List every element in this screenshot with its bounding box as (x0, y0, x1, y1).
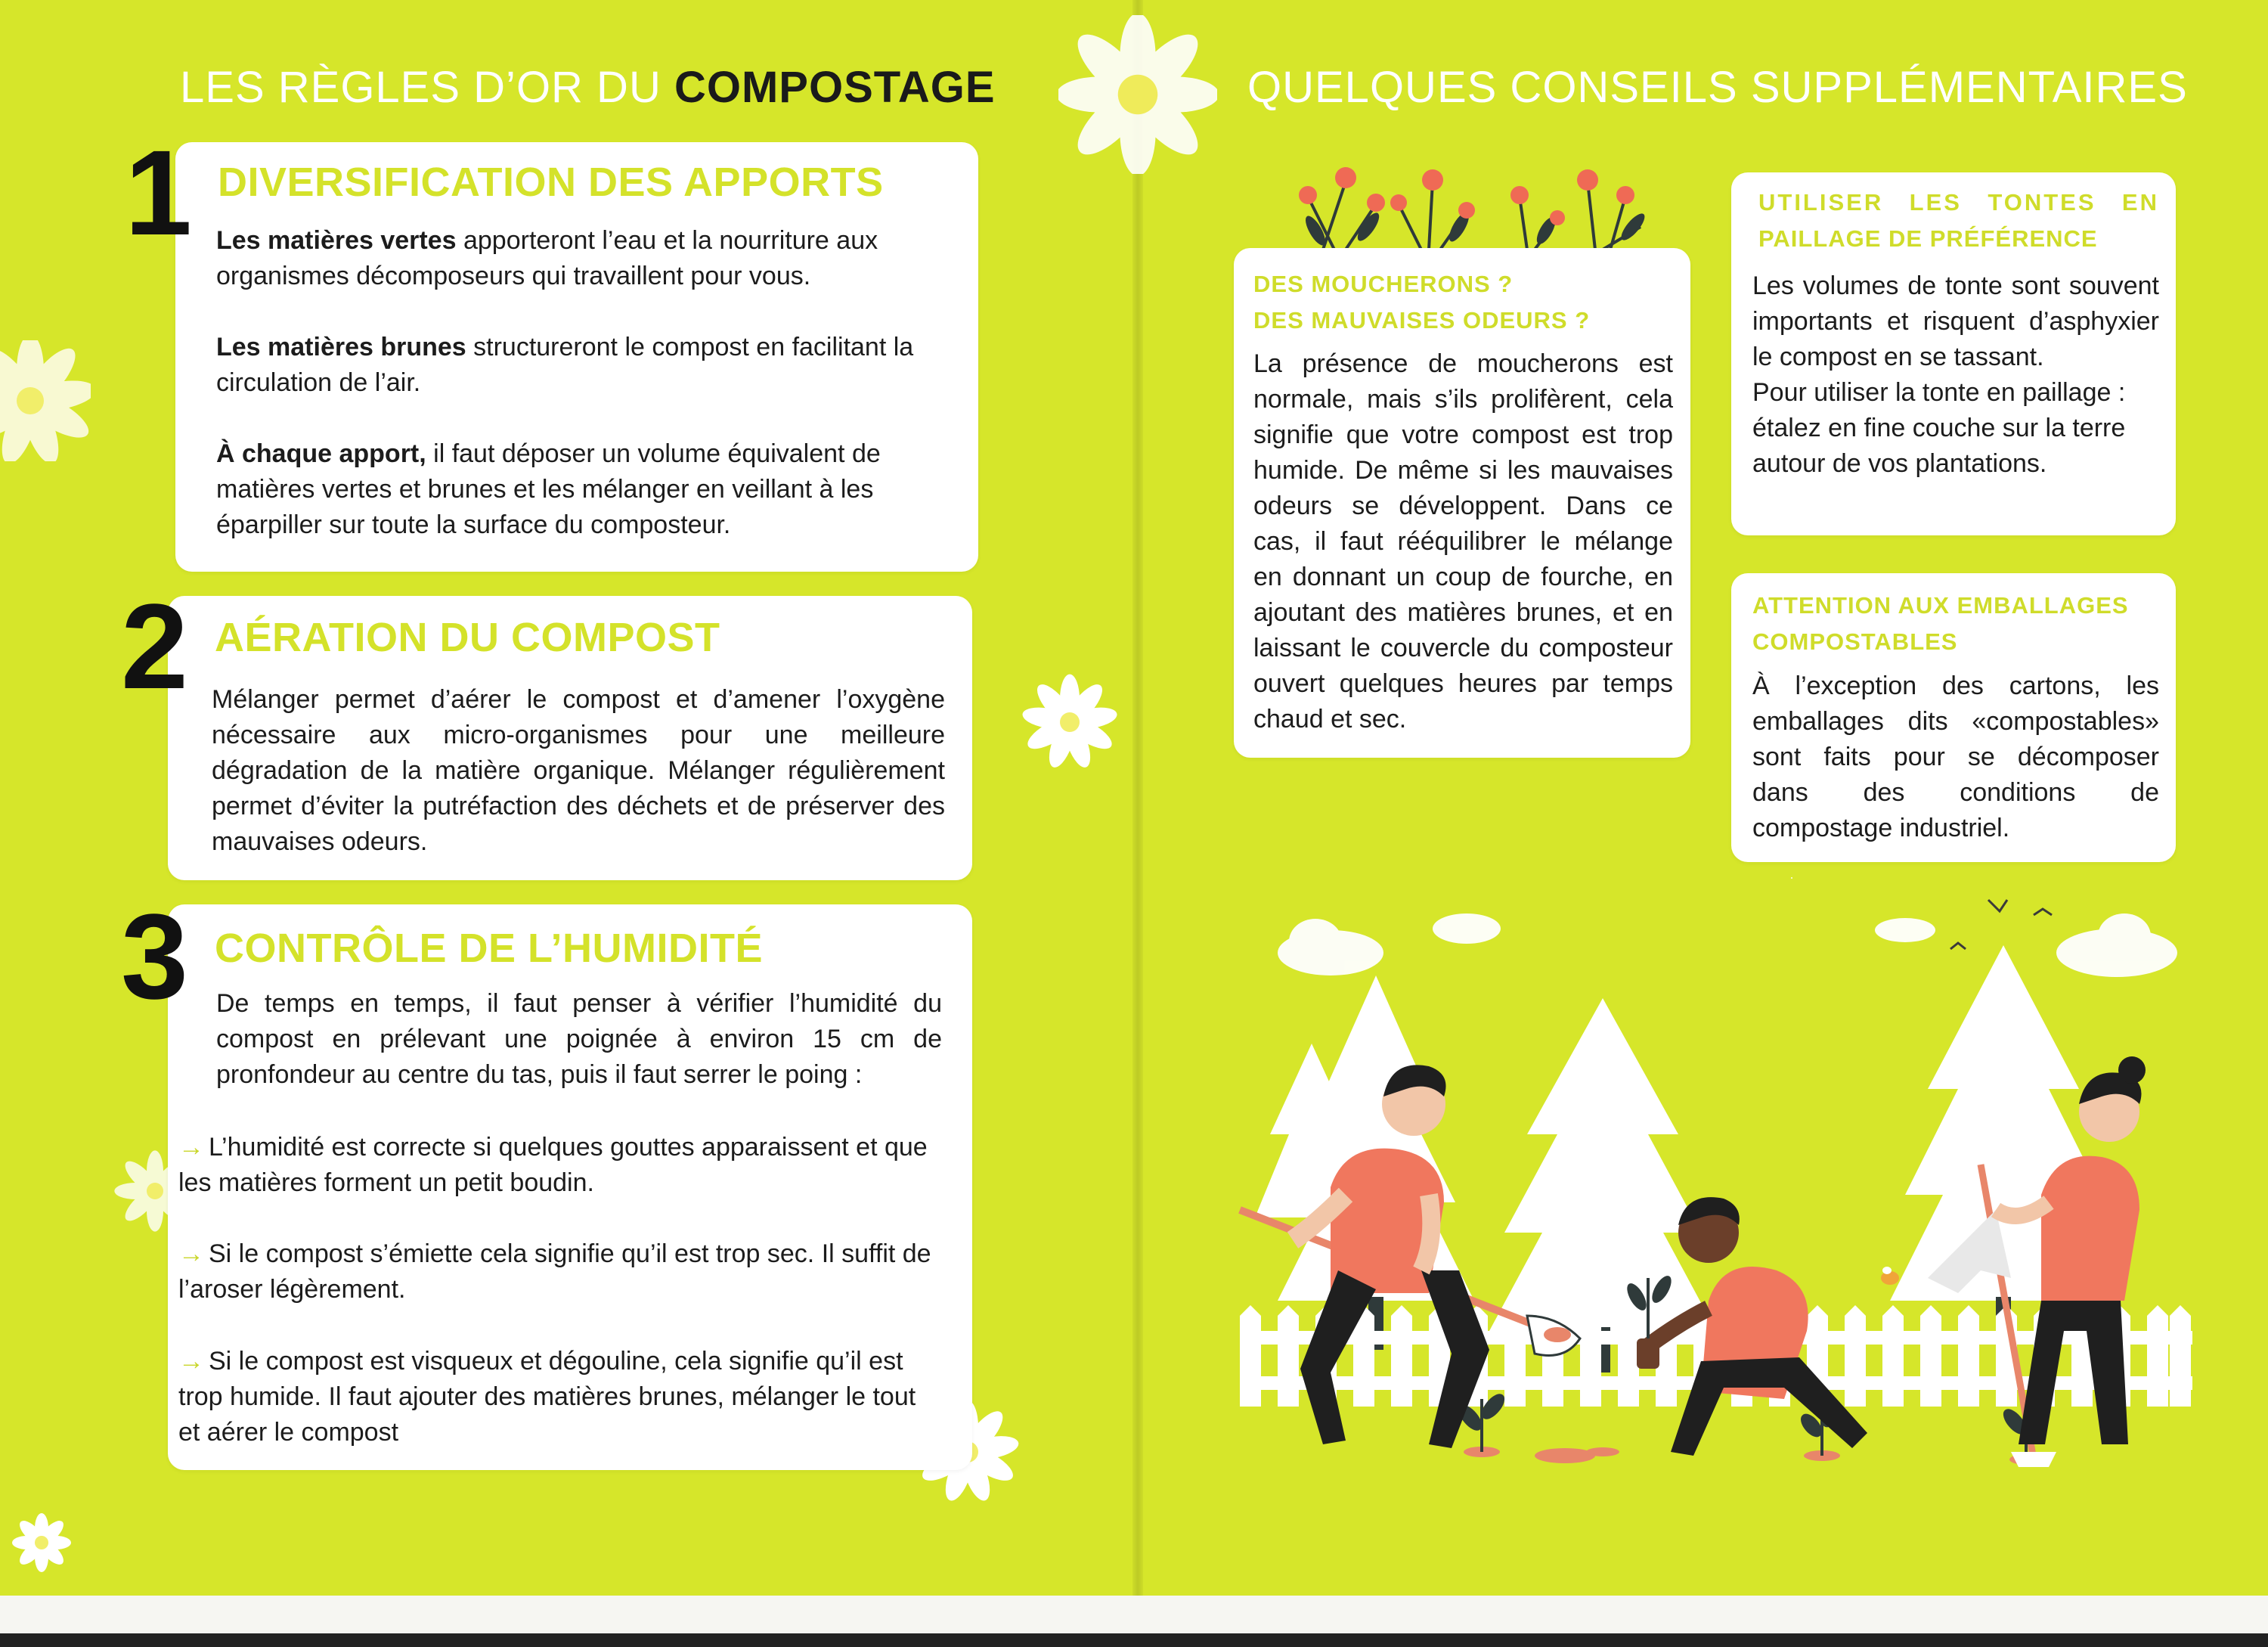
tip-body: La présence de moucherons est normale, mais s’ils prolifèrent, cela signifie que votre compost est trop humide. De même si les mauvaises odeurs se développent. Dans ce cas, il faut rééquilibrer le mélange en donnant un coup de fourche, en ajoutant des matières brunes, et en laissant le couvercle du composteur ouvert quelques heures par temps chaud et sec. (1253, 349, 1673, 734)
paragraph-text: structureront le compost en facilitant la circulation de l’air. (216, 333, 914, 397)
scanner-border (0, 1633, 2268, 1647)
bullet-item (178, 1344, 942, 1450)
bullet-item (178, 1130, 942, 1201)
paragraph-text: Les volumes de tonte sont souvent importants et risquent d’asphyxier le compost en se tassant. (1752, 271, 2159, 371)
bullet-text: L’humidité est correcte si quelques gouttes apparaissent et que les matières forment un petit boudin. (178, 1133, 928, 1197)
paragraph-text: Mélanger permet d’aérer le compost et d’amener l’oxygène nécessaire aux micro-organismes pour une meilleure dégradation de la matière organique. Mélanger régulièrement permet d’éviter la putréfaction des déchets et de préserver des mauvaises odeurs. (212, 685, 945, 856)
gardening-illustration (1225, 877, 2208, 1497)
center-fold (1132, 0, 1143, 1596)
paragraph-text: apporteront l’eau et la nourriture aux organismes décomposeurs qui travaillent pour vous. (216, 226, 878, 290)
bullet-item (178, 1236, 942, 1307)
tip-title (1752, 588, 2161, 660)
paper-edge (0, 1596, 2268, 1633)
tip-title (1253, 266, 1677, 339)
daisy-icon (0, 340, 91, 461)
arrow-icon: → (178, 1133, 204, 1162)
tip-title (1758, 185, 2159, 257)
tip-title-line: PAILLAGE DE PRÉFÉRENCE (1758, 225, 2098, 252)
bee-icon (1881, 1267, 1899, 1285)
rule-number: 1 (125, 125, 192, 260)
title-part-1: LES RÈGLES D’OR DU (180, 63, 662, 112)
tip-title-line: UTILISER LES TONTES EN (1758, 189, 2159, 216)
rule-body (216, 986, 942, 1093)
arrow-icon: → (178, 1347, 204, 1376)
bullet-text: Si le compost s’émiette cela signifie qu’il est trop sec. Il suffit de l’aroser légèrement. (178, 1239, 931, 1304)
bold-lead: Les matières vertes (216, 226, 457, 255)
paragraph-text: De temps en temps, il faut penser à vérifier l’humidité du compost en prélevant une poignée à environ 15 cm de pronfondeur au centre du tas, puis il faut serrer le poing : (216, 989, 942, 1089)
tip-title-line: DES MAUVAISES ODEURS ? (1253, 307, 1591, 333)
rule-title: DIVERSIFICATION DES APPORTS (218, 160, 884, 205)
title-part-2: COMPOSTAGE (674, 63, 996, 112)
rule-title: CONTRÔLE DE L’HUMIDITÉ (215, 926, 763, 971)
rule-number: 2 (121, 578, 188, 714)
bold-lead: Les matières brunes (216, 333, 466, 361)
tip-title-line: ATTENTION AUX EMBALLAGES (1752, 592, 2129, 619)
rule-body (212, 682, 945, 860)
bold-lead: À chaque apport, (216, 439, 426, 468)
daisy-icon (1021, 673, 1119, 771)
rule-title: AÉRATION DU COMPOST (215, 615, 720, 660)
page-title-left (180, 62, 996, 113)
paragraph-text: il faut déposer un volume équivalent de matières vertes et brunes et les mélanger en veillant à les éparpiller sur toute la surface du composteur. (216, 439, 881, 539)
rule-number: 3 (121, 889, 188, 1024)
rule-body (216, 223, 942, 543)
tip-title-line: COMPOSTABLES (1752, 628, 1958, 655)
paragraph-text: Pour utiliser la tonte en paillage : étalez en fine couche sur la terre autour de vos plantations. (1752, 378, 2126, 478)
bullet-text: Si le compost est visqueux et dégouline, cela signifie qu’il est trop humide. Il faut ajouter des matières brunes, mélanger le tout et aérer le compost (178, 1347, 916, 1447)
daisy-icon (11, 1512, 72, 1573)
daisy-icon (1058, 15, 1217, 174)
tip-title-line: DES MOUCHERONS ? (1253, 271, 1514, 297)
tip-body: À l’exception des cartons, les emballages dits «compostables» sont faits pour se décomposer dans des conditions de compostage industriel. (1752, 672, 2159, 842)
tip-body (1752, 268, 2159, 482)
page-title-right: QUELQUES CONSEILS SUPPLÉMENTAIRES (1247, 63, 2188, 112)
flowers-illustration (1278, 151, 1671, 250)
arrow-icon: → (178, 1239, 204, 1268)
